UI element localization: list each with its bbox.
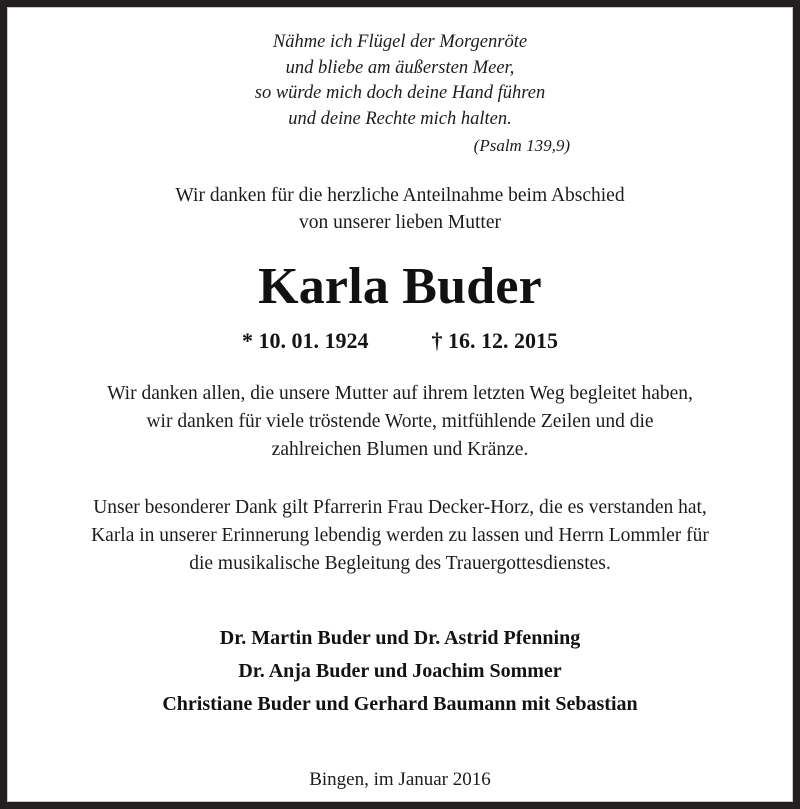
thanks-paragraph-1-line-3: zahlreichen Blumen und Kränze. [271,439,529,460]
verse-line-3: so würde mich doch deine Hand führen [254,83,546,103]
place-and-date: Bingen, im Januar 2016 [309,769,491,790]
intro-line-2: von unserer lieben Mutter [299,212,501,233]
signature-line-2: Dr. Anja Buder und Joachim Sommer [238,660,562,682]
thanks-paragraph-2-line-1: Unser besonderer Dank gilt Pfarrerin Frau Decker-Horz, die es verstanden hat, [93,497,707,518]
verse-source-reference: (Psalm 139,9) [473,136,570,155]
thanks-paragraph-1-line-2: wir danken für viele tröstende Worte, mitfühlende Zeilen und die [146,411,654,432]
verse-line-1: Nähme ich Flügel der Morgenröte [272,32,528,52]
death-date: † 16. 12. 2015 [431,328,558,353]
thanks-paragraph-2-line-2: Karla in unserer Erinnerung lebendig werden zu lassen und Herrn Lommler für [91,525,709,546]
verse-line-4: und deine Rechte mich halten. [288,108,512,129]
birth-date: * 10. 01. 1924 [242,328,369,353]
thanks-paragraph-1 [40,380,760,464]
signature-line-1: Dr. Martin Buder und Dr. Astrid Pfenning [219,627,581,649]
thanks-paragraph-2-line-3: die musikalische Begleitung des Trauergottesdienstes. [189,553,611,574]
deceased-name: Karla Buder [258,258,542,315]
family-signatures [40,622,760,721]
intro-line-1: Wir danken für die herzliche Anteilnahme beim Abschied [175,185,625,206]
psalm-verse [230,30,570,158]
verse-line-2: und bliebe am äußersten Meer, [285,57,515,78]
intro-text [40,182,760,236]
signature-line-3: Christiane Buder und Gerhard Baumann mit Sebastian [162,693,638,715]
thanks-paragraph-2 [40,494,760,578]
notice-content [8,8,792,801]
thanks-paragraph-1-line-1: Wir danken allen, die unsere Mutter auf ihrem letzten Weg begleitet haben, [107,383,693,404]
life-dates [40,327,760,355]
